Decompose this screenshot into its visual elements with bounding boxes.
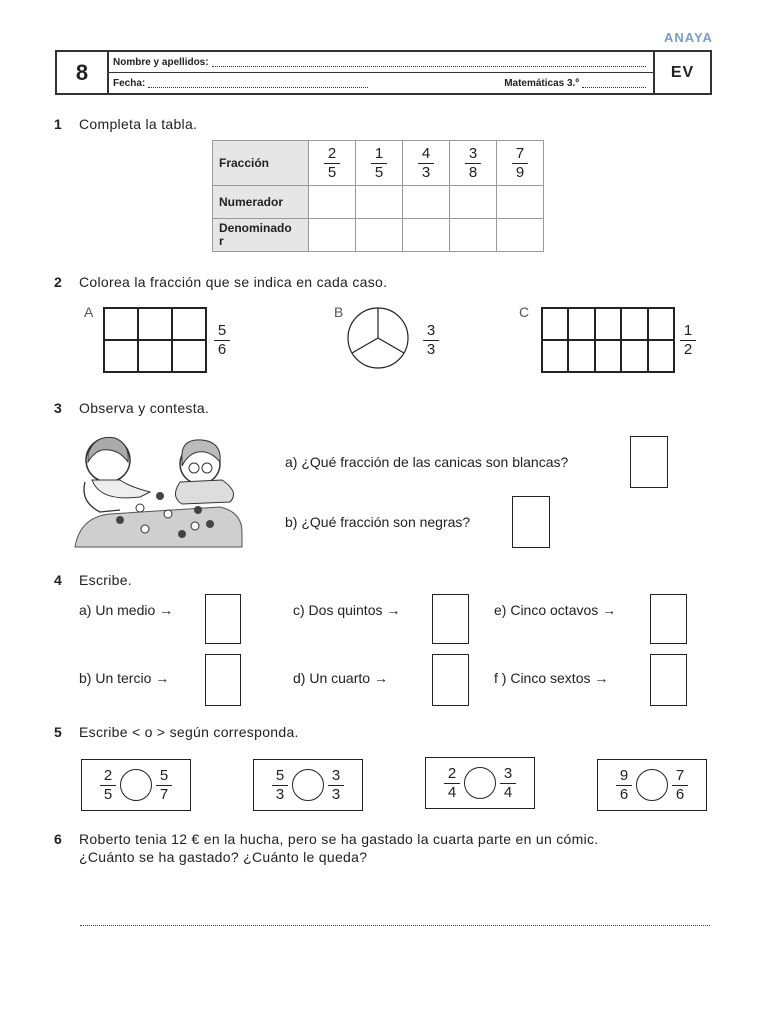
question-3-text: Observa y contesta. <box>79 400 210 416</box>
rectangle-grid-tenths[interactable] <box>541 307 675 373</box>
question-3b-answer-box[interactable] <box>512 496 550 548</box>
evaluation-code: EV <box>653 52 710 93</box>
figure-c-letter: C <box>519 304 530 320</box>
date-field[interactable] <box>148 79 368 88</box>
denominator-answer-cell[interactable] <box>403 219 450 252</box>
figure-b-fraction: $\frac{3}{3}$ <box>423 322 439 359</box>
left-fraction: $\frac{9}{6}$ <box>616 767 632 804</box>
denominator-answer-cell[interactable] <box>356 219 403 252</box>
numerator-answer-cell[interactable] <box>356 186 403 219</box>
question-3a-text: a) ¿Qué fracción de las canicas son blancas? <box>285 454 569 470</box>
table-fraction-cell: $\frac{1}{5}$ <box>356 141 403 186</box>
denominator-answer-cell[interactable] <box>309 219 356 252</box>
table-fraction-cell: $\frac{2}{5}$ <box>309 141 356 186</box>
left-fraction: $\frac{5}{3}$ <box>272 767 288 804</box>
name-field[interactable] <box>212 58 646 67</box>
comparison-box <box>425 757 535 809</box>
question-3-number: 3 <box>54 400 62 416</box>
figure-c-fraction: $\frac{1}{2}$ <box>680 322 696 359</box>
comparison-box <box>253 759 363 811</box>
row-label-denominator: Denominado r <box>213 219 309 252</box>
item-a-answer-box[interactable] <box>205 594 241 644</box>
question-3a-answer-box[interactable] <box>630 436 668 488</box>
item-f-answer-box[interactable] <box>650 654 687 706</box>
course-field[interactable] <box>582 79 646 88</box>
right-fraction: $\frac{3}{4}$ <box>500 765 516 802</box>
comparison-box <box>597 759 707 811</box>
comparison-circle[interactable] <box>292 769 324 801</box>
comparison-circle[interactable] <box>464 767 496 799</box>
question-5-number: 5 <box>54 724 62 740</box>
question-4-number: 4 <box>54 572 62 588</box>
numerator-answer-cell[interactable] <box>497 186 544 219</box>
item-c-text: c) Dos quintos <box>293 602 383 618</box>
item-d-answer-box[interactable] <box>432 654 469 706</box>
question-6-number: 6 <box>54 831 62 847</box>
arrow-icon: → <box>594 670 609 686</box>
numerator-answer-cell[interactable] <box>403 186 450 219</box>
row-label-numerator: Numerador <box>213 186 309 219</box>
denominator-answer-cell[interactable] <box>450 219 497 252</box>
sheet-number: 8 <box>57 52 109 93</box>
comparison-circle[interactable] <box>120 769 152 801</box>
subject-label: Matemáticas 3.º <box>504 77 579 89</box>
item-b-answer-box[interactable] <box>205 654 241 706</box>
item-f-text: f ) Cinco sextos <box>494 670 591 686</box>
right-fraction: $\frac{7}{6}$ <box>672 767 688 804</box>
figure-b-letter: B <box>334 304 344 320</box>
item-a-text: a) Un medio <box>79 602 156 618</box>
table-fraction-cell: $\frac{7}{9}$ <box>497 141 544 186</box>
denominator-answer-cell[interactable] <box>497 219 544 252</box>
left-fraction: $\frac{2}{5}$ <box>100 767 116 804</box>
comparison-circle[interactable] <box>636 769 668 801</box>
item-b-text: b) Un tercio <box>79 670 152 686</box>
question-1-number: 1 <box>54 116 62 132</box>
arrow-icon: → <box>602 602 617 618</box>
question-6-line-1: Roberto tenia 12 € en la hucha, pero se ha gastado la cuarta parte en un cómic. <box>79 831 599 847</box>
question-1-text: Completa la tabla. <box>79 116 198 132</box>
table-fraction-cell: $\frac{3}{8}$ <box>450 141 497 186</box>
fraction-table <box>212 140 544 252</box>
question-6-line-2: ¿Cuánto se ha gastado? ¿Cuánto le queda? <box>79 849 368 865</box>
figure-a-fraction: $\frac{5}{6}$ <box>214 322 230 359</box>
numerator-answer-cell[interactable] <box>450 186 497 219</box>
answer-line[interactable] <box>80 925 710 926</box>
table-fraction-cell: $\frac{4}{3}$ <box>403 141 450 186</box>
figure-a-letter: A <box>84 304 94 320</box>
question-2-number: 2 <box>54 274 62 290</box>
right-fraction: $\frac{5}{7}$ <box>156 767 172 804</box>
rectangle-grid-sixths[interactable] <box>103 307 207 373</box>
item-d-text: d) Un cuarto <box>293 670 371 686</box>
arrow-icon: → <box>159 602 174 618</box>
comparison-box <box>81 759 191 811</box>
left-fraction: $\frac{2}{4}$ <box>444 765 460 802</box>
question-4-text: Escribe. <box>79 572 132 588</box>
question-5-text: Escribe < o > según corresponda. <box>79 724 299 740</box>
arrow-icon: → <box>373 670 388 686</box>
question-3b-text: b) ¿Qué fracción son negras? <box>285 514 471 530</box>
row-label-fraction: Fracción <box>213 141 309 186</box>
worksheet-header <box>55 50 712 95</box>
item-e-answer-box[interactable] <box>650 594 687 644</box>
arrow-icon: → <box>386 602 401 618</box>
circle-thirds[interactable] <box>346 306 410 370</box>
right-fraction: $\frac{3}{3}$ <box>328 767 344 804</box>
item-e-text: e) Cinco octavos <box>494 602 599 618</box>
arrow-icon: → <box>155 670 170 686</box>
item-c-answer-box[interactable] <box>432 594 469 644</box>
question-2-text: Colorea la fracción que se indica en cada caso. <box>79 274 388 290</box>
children-marbles-illustration <box>70 432 245 552</box>
publisher-logo: ANAYA <box>664 30 713 45</box>
name-label: Nombre y apellidos: <box>113 56 209 68</box>
numerator-answer-cell[interactable] <box>309 186 356 219</box>
date-label: Fecha: <box>113 77 146 89</box>
